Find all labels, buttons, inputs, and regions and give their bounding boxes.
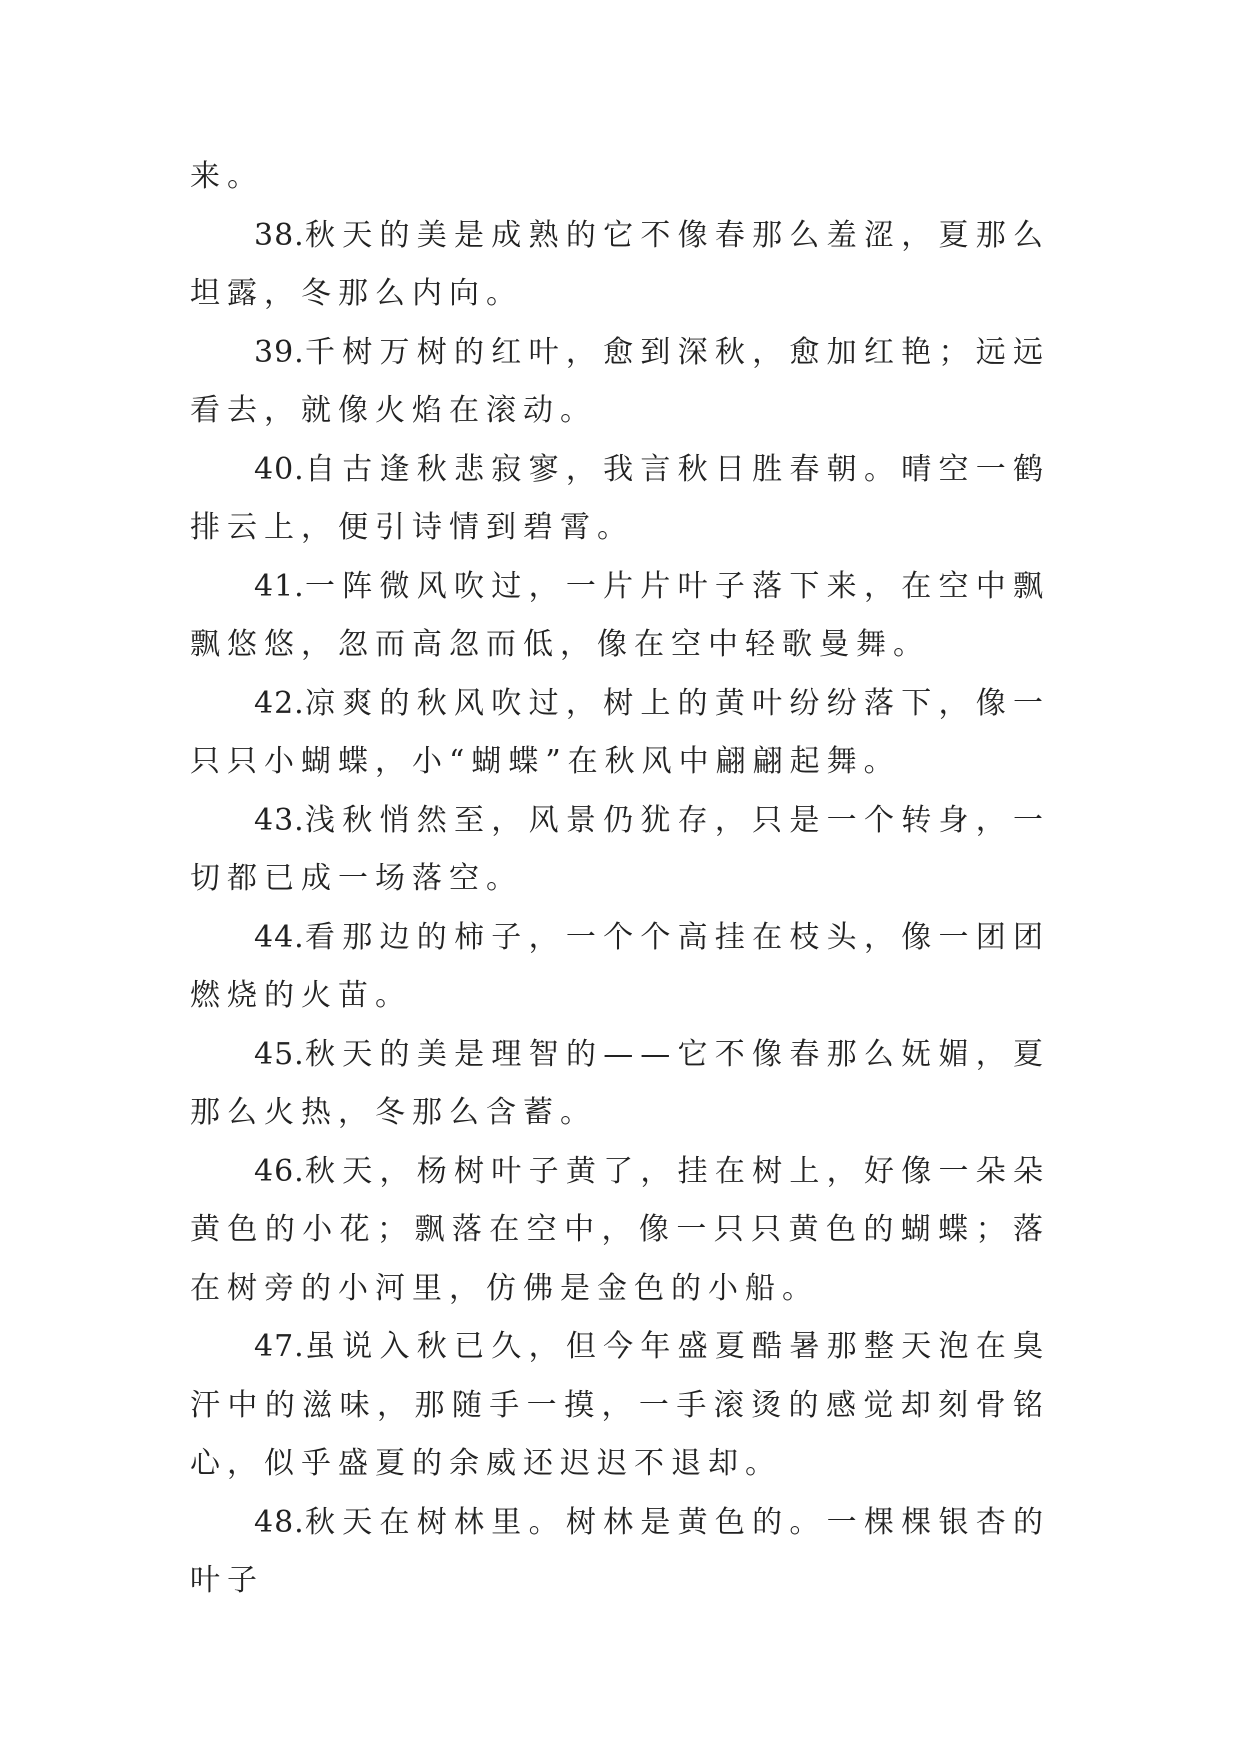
paragraph-text: 浅秋悄然至，风景仍犹存，只是一个转身，一切都已成一场落空。 [190,802,1050,896]
paragraph-text: 秋天，杨树叶子黄了，挂在树上，好像一朵朵黄色的小花；飘落在空中，像一只只黄色的蝴蝶；落在树旁的小河里，仿佛是金色的小船。 [190,1153,1050,1306]
paragraph-39 [190,324,1050,441]
paragraph-text: 秋天的美是理智的——它不像春那么妩媚，夏那么火热，冬那么含蓄。 [190,1036,1050,1130]
paragraph-number: 47. [254,1329,305,1364]
paragraph-text: 自古逢秋悲寂寥，我言秋日胜春朝。晴空一鹤排云上，便引诗情到碧霄。 [190,451,1050,545]
paragraph-45 [190,1026,1050,1143]
paragraph-44 [190,909,1050,1026]
paragraph-48 [190,1494,1050,1611]
paragraph-number: 41. [254,568,305,604]
paragraph-number: 45. [254,1036,305,1072]
paragraph-number: 39. [254,334,305,370]
paragraph-number: 46. [254,1153,305,1189]
paragraph-text: 看那边的柿子，一个个高挂在枝头，像一团团燃烧的火苗。 [190,919,1050,1013]
paragraph-43 [190,792,1050,909]
paragraph-text: 虽说入秋已久，但今年盛夏酷暑那整天泡在臭汗中的滋味，那随手一摸，一手滚烫的感觉却刻骨铭心，似乎盛夏的余威还迟迟不退却。 [190,1329,1050,1481]
paragraph-number: 44. [254,919,305,955]
paragraph-continuation [190,148,1050,207]
paragraph-number: 43. [254,802,305,838]
paragraph-41 [190,558,1050,675]
paragraph-text: 凉爽的秋风吹过，树上的黄叶纷纷落下，像一只只小蝴蝶，小“蝴蝶”在秋风中翩翩起舞。 [190,685,1050,779]
paragraph-number: 38. [254,217,305,253]
paragraph-text: 秋天在树林里。树林是黄色的。一棵棵银杏的叶子 [190,1504,1050,1598]
paragraph-number: 40. [254,451,305,487]
document-page [190,148,1050,1611]
paragraph-number: 42. [254,685,305,721]
paragraph-42 [190,675,1050,792]
paragraph-40 [190,441,1050,558]
paragraph-text: 来。 [190,159,264,194]
paragraph-text: 一阵微风吹过，一片片叶子落下来，在空中飘飘悠悠，忽而高忽而低，像在空中轻歌曼舞。 [190,568,1050,662]
paragraph-46 [190,1143,1050,1319]
paragraph-number: 48. [254,1504,305,1540]
paragraph-text: 千树万树的红叶，愈到深秋，愈加红艳；远远看去，就像火焰在滚动。 [190,334,1050,428]
paragraph-text: 秋天的美是成熟的它不像春那么羞涩，夏那么坦露，冬那么内向。 [190,217,1050,311]
paragraph-47 [190,1318,1050,1494]
paragraph-38 [190,207,1050,324]
